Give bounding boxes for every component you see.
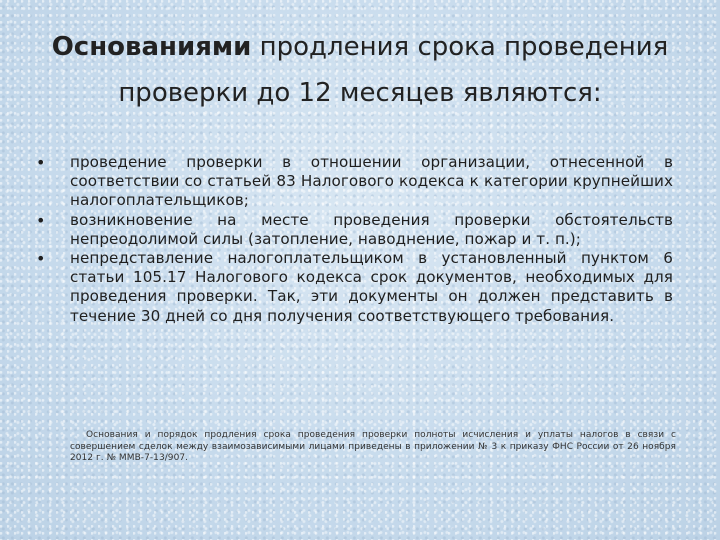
bullet-text: проведение проверки в отношении организации, отнесенной в соответствии со статьей 83 Налогового кодекса к категории крупнейших налогоплательщиков; [70,153,673,210]
bullet-list [36,153,673,326]
bullet-text: возникновение на месте проведения проверки обстоятельств непреодолимой силы (затопление, наводнение, пожар и т. п.); [70,210,673,248]
bullet-text: непредставление налогоплательщиком в установленный пунктом 6 статьи 105.17 Налогового кодекса срок документов, необходимых для проведения проверки. Так, эти документы он должен представить в течение 30 дней со дня получения соответствующего требования. [70,249,673,325]
bullet-item [36,153,673,211]
bullet-dot-icon: • [36,210,46,230]
bullet-item [36,249,673,326]
slide-title-emphasis: Основаниями [51,32,252,62]
bullet-dot-icon: • [36,249,46,269]
bullet-dot-icon: • [36,153,46,172]
bullet-item [36,211,673,249]
slide-title-rest: продления срока проведения проверки до 12 месяцев являются: [118,32,669,108]
slide-title [40,24,680,116]
footnote: Основания и порядок продления срока проведения проверки полноты исчисления и уплаты налогов в связи с совершением сделок между взаимозависимыми лицами приведены в приложении № 3 к приказу ФНС России от 26 ноября 2012 г. № ММВ-7-13/907. [70,430,676,463]
